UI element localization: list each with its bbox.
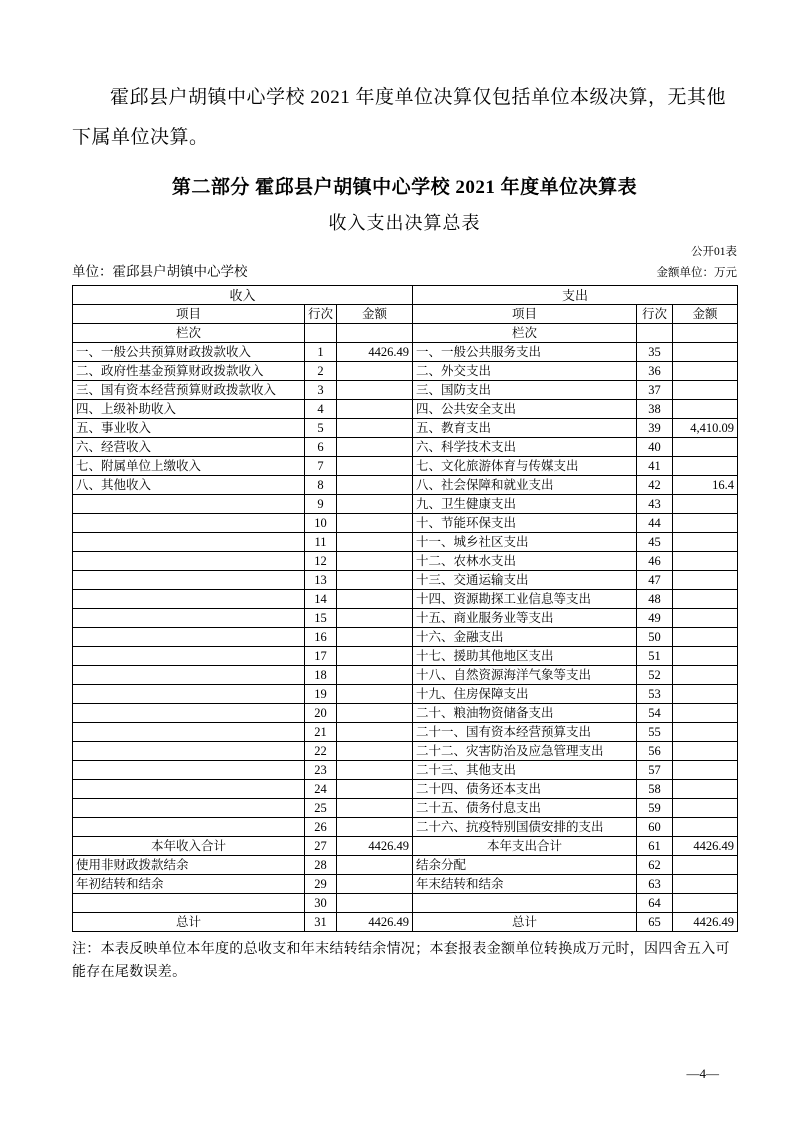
income-item-cell xyxy=(73,495,305,514)
expense-item-cell: 四、公共安全支出 xyxy=(413,400,637,419)
expense-amount-cell xyxy=(673,856,738,875)
income-item-cell xyxy=(73,514,305,533)
table-row xyxy=(73,818,738,837)
expense-line-cell: 64 xyxy=(637,894,673,913)
expense-item-cell: 十五、商业服务业等支出 xyxy=(413,609,637,628)
expense-item-cell: 本年支出合计 xyxy=(413,837,637,856)
expense-line-cell: 57 xyxy=(637,761,673,780)
income-amount-cell xyxy=(337,704,413,723)
income-line-cell: 8 xyxy=(305,476,337,495)
income-line-cell: 27 xyxy=(305,837,337,856)
income-item-cell xyxy=(73,609,305,628)
income-line-cell: 15 xyxy=(305,609,337,628)
expense-item-cell: 七、文化旅游体育与传媒支出 xyxy=(413,457,637,476)
expense-line-cell: 62 xyxy=(637,856,673,875)
intro-paragraph: 霍邱县户胡镇中心学校 2021 年度单位决算仅包括单位本级决算，无其他下属单位决算。 xyxy=(72,87,727,148)
unit-name: 单位：霍邱县户胡镇中心学校 xyxy=(72,264,248,279)
expense-line-cell: 41 xyxy=(637,457,673,476)
income-index-label: 栏次 xyxy=(73,324,305,343)
expense-line-cell: 40 xyxy=(637,438,673,457)
expense-line-cell: 58 xyxy=(637,780,673,799)
expense-line-cell: 45 xyxy=(637,533,673,552)
income-amount-cell xyxy=(337,818,413,837)
expense-item-cell: 十一、城乡社区支出 xyxy=(413,533,637,552)
income-item-cell: 使用非财政拨款结余 xyxy=(73,856,305,875)
income-item-cell xyxy=(73,552,305,571)
income-amount-cell xyxy=(337,742,413,761)
income-item-cell xyxy=(73,723,305,742)
empty-cell xyxy=(637,324,673,343)
income-amount-cell xyxy=(337,381,413,400)
page-content xyxy=(72,0,737,984)
income-amount-cell xyxy=(337,514,413,533)
income-item-cell: 八、其他收入 xyxy=(73,476,305,495)
income-amount-cell: 4426.49 xyxy=(337,837,413,856)
table-row xyxy=(73,571,738,590)
expense-item-cell: 五、教育支出 xyxy=(413,419,637,438)
table-row xyxy=(73,685,738,704)
table-row xyxy=(73,609,738,628)
expense-line-cell: 38 xyxy=(637,400,673,419)
income-item-cell xyxy=(73,761,305,780)
expense-amount-cell xyxy=(673,780,738,799)
income-amount-cell xyxy=(337,419,413,438)
income-line-cell: 3 xyxy=(305,381,337,400)
expense-item-cell: 二十、粮油物资储备支出 xyxy=(413,704,637,723)
expense-amount-col-header: 金额 xyxy=(673,305,738,324)
expense-amount-cell xyxy=(673,666,738,685)
expense-amount-cell: 4426.49 xyxy=(673,913,738,932)
expense-line-cell: 35 xyxy=(637,343,673,362)
income-line-cell: 20 xyxy=(305,704,337,723)
income-item-cell: 本年收入合计 xyxy=(73,837,305,856)
expense-amount-cell xyxy=(673,609,738,628)
expense-line-cell: 49 xyxy=(637,609,673,628)
expense-line-cell: 52 xyxy=(637,666,673,685)
income-amount-cell: 4426.49 xyxy=(337,913,413,932)
income-line-cell: 22 xyxy=(305,742,337,761)
income-line-cell: 21 xyxy=(305,723,337,742)
expense-item-cell: 十六、金融支出 xyxy=(413,628,637,647)
amount-unit: 金额单位：万元 xyxy=(656,267,737,279)
income-item-cell xyxy=(73,780,305,799)
expense-line-cell: 39 xyxy=(637,419,673,438)
income-item-cell xyxy=(73,894,305,913)
table-row xyxy=(73,780,738,799)
expense-item-cell: 十九、住房保障支出 xyxy=(413,685,637,704)
income-amount-cell xyxy=(337,362,413,381)
empty-cell xyxy=(305,324,337,343)
section-title: 第二部分 霍邱县户胡镇中心学校 2021 年度单位决算表 xyxy=(171,177,638,198)
income-item-cell xyxy=(73,533,305,552)
table-row xyxy=(73,628,738,647)
table-row xyxy=(73,913,738,932)
form-code: 公开01表 xyxy=(691,246,737,258)
expense-item-cell: 九、卫生健康支出 xyxy=(413,495,637,514)
expense-amount-cell: 4,410.09 xyxy=(673,419,738,438)
income-amount-cell xyxy=(337,609,413,628)
income-line-cell: 29 xyxy=(305,875,337,894)
income-amount-cell xyxy=(337,495,413,514)
income-item-cell xyxy=(73,647,305,666)
expense-item-cell: 八、社会保障和就业支出 xyxy=(413,476,637,495)
table-row xyxy=(73,799,738,818)
table-row xyxy=(73,381,738,400)
table-row xyxy=(73,343,738,362)
section-header-row xyxy=(73,286,738,305)
expense-amount-cell xyxy=(673,552,738,571)
expense-item-cell: 总计 xyxy=(413,913,637,932)
expense-amount-cell xyxy=(673,495,738,514)
income-line-cell: 24 xyxy=(305,780,337,799)
income-line-cell: 1 xyxy=(305,343,337,362)
expense-amount-cell xyxy=(673,514,738,533)
expense-item-cell: 十七、援助其他地区支出 xyxy=(413,647,637,666)
expense-item-cell xyxy=(413,894,637,913)
table-row xyxy=(73,704,738,723)
income-amount-cell xyxy=(337,723,413,742)
expense-amount-cell xyxy=(673,894,738,913)
expense-line-cell: 48 xyxy=(637,590,673,609)
expense-line-cell: 53 xyxy=(637,685,673,704)
income-amount-cell xyxy=(337,856,413,875)
expense-section-header: 支出 xyxy=(413,286,738,305)
table-row xyxy=(73,552,738,571)
expense-line-cell: 54 xyxy=(637,704,673,723)
expense-item-cell: 十八、自然资源海洋气象等支出 xyxy=(413,666,637,685)
income-line-cell: 13 xyxy=(305,571,337,590)
income-item-cell: 七、附属单位上缴收入 xyxy=(73,457,305,476)
table-row xyxy=(73,742,738,761)
expense-line-cell: 63 xyxy=(637,875,673,894)
income-line-cell: 28 xyxy=(305,856,337,875)
expense-item-cell: 六、科学技术支出 xyxy=(413,438,637,457)
income-section-header: 收入 xyxy=(73,286,413,305)
expense-line-cell: 36 xyxy=(637,362,673,381)
expense-item-cell: 十二、农林水支出 xyxy=(413,552,637,571)
expense-line-cell: 43 xyxy=(637,495,673,514)
income-amount-cell: 4426.49 xyxy=(337,343,413,362)
table-row xyxy=(73,533,738,552)
income-item-cell xyxy=(73,628,305,647)
income-amount-cell xyxy=(337,894,413,913)
expense-item-cell: 二十五、债务付息支出 xyxy=(413,799,637,818)
expense-amount-cell xyxy=(673,799,738,818)
expense-line-col-header: 行次 xyxy=(637,305,673,324)
income-line-cell: 5 xyxy=(305,419,337,438)
income-item-cell: 总计 xyxy=(73,913,305,932)
income-line-cell: 30 xyxy=(305,894,337,913)
income-amount-cell xyxy=(337,780,413,799)
expense-amount-cell xyxy=(673,875,738,894)
page-number: —4— xyxy=(686,1066,719,1081)
income-line-cell: 12 xyxy=(305,552,337,571)
income-line-cell: 31 xyxy=(305,913,337,932)
income-line-cell: 16 xyxy=(305,628,337,647)
income-line-cell: 17 xyxy=(305,647,337,666)
income-amount-cell xyxy=(337,571,413,590)
income-item-cell: 一、一般公共预算财政拨款收入 xyxy=(73,343,305,362)
expense-item-cell: 二十二、灾害防治及应急管理支出 xyxy=(413,742,637,761)
expense-item-cell: 十、节能环保支出 xyxy=(413,514,637,533)
expense-item-cell: 三、国防支出 xyxy=(413,381,637,400)
income-line-cell: 11 xyxy=(305,533,337,552)
expense-amount-cell xyxy=(673,438,738,457)
expense-amount-cell xyxy=(673,723,738,742)
income-item-cell xyxy=(73,818,305,837)
expense-item-cell: 一、一般公共服务支出 xyxy=(413,343,637,362)
table-row xyxy=(73,590,738,609)
table-row xyxy=(73,514,738,533)
expense-amount-cell xyxy=(673,362,738,381)
table-row xyxy=(73,362,738,381)
income-line-cell: 19 xyxy=(305,685,337,704)
income-line-cell: 10 xyxy=(305,514,337,533)
expense-amount-cell: 4426.49 xyxy=(673,837,738,856)
expense-line-cell: 60 xyxy=(637,818,673,837)
expense-item-cell: 十四、资源勘探工业信息等支出 xyxy=(413,590,637,609)
income-item-cell: 三、国有资本经营预算财政拨款收入 xyxy=(73,381,305,400)
income-line-cell: 26 xyxy=(305,818,337,837)
expense-amount-cell: 16.4 xyxy=(673,476,738,495)
table-body xyxy=(73,343,738,932)
expense-item-col-header: 项目 xyxy=(413,305,637,324)
expense-amount-cell xyxy=(673,761,738,780)
table-row xyxy=(73,856,738,875)
expense-amount-cell xyxy=(673,343,738,362)
income-item-cell xyxy=(73,742,305,761)
income-line-cell: 14 xyxy=(305,590,337,609)
income-amount-cell xyxy=(337,476,413,495)
expense-line-cell: 56 xyxy=(637,742,673,761)
income-amount-col-header: 金额 xyxy=(337,305,413,324)
table-row xyxy=(73,419,738,438)
income-amount-cell xyxy=(337,552,413,571)
expense-item-cell: 二、外交支出 xyxy=(413,362,637,381)
unit-row xyxy=(72,260,737,280)
expense-amount-cell xyxy=(673,533,738,552)
expense-amount-cell xyxy=(673,704,738,723)
expense-item-cell: 十三、交通运输支出 xyxy=(413,571,637,590)
expense-item-cell: 二十四、债务还本支出 xyxy=(413,780,637,799)
income-amount-cell xyxy=(337,438,413,457)
expense-line-cell: 59 xyxy=(637,799,673,818)
table-head xyxy=(73,286,738,343)
expense-line-cell: 47 xyxy=(637,571,673,590)
income-amount-cell xyxy=(337,590,413,609)
table-row xyxy=(73,837,738,856)
income-item-cell: 二、政府性基金预算财政拨款收入 xyxy=(73,362,305,381)
income-item-cell xyxy=(73,666,305,685)
index-row xyxy=(73,324,738,343)
expense-line-cell: 37 xyxy=(637,381,673,400)
expense-amount-cell xyxy=(673,381,738,400)
expense-item-cell: 结余分配 xyxy=(413,856,637,875)
income-item-cell: 五、事业收入 xyxy=(73,419,305,438)
table-row xyxy=(73,457,738,476)
column-header-row xyxy=(73,305,738,324)
income-item-cell: 四、上级补助收入 xyxy=(73,400,305,419)
table-title: 收入支出决算总表 xyxy=(328,213,481,233)
expense-amount-cell xyxy=(673,628,738,647)
summary-table xyxy=(72,285,738,932)
table-row xyxy=(73,723,738,742)
income-item-cell xyxy=(73,685,305,704)
expense-amount-cell xyxy=(673,647,738,666)
table-row xyxy=(73,875,738,894)
income-amount-cell xyxy=(337,400,413,419)
income-line-cell: 2 xyxy=(305,362,337,381)
income-item-cell xyxy=(73,704,305,723)
income-line-cell: 4 xyxy=(305,400,337,419)
note-text: 注：本表反映单位本年度的总收支和年末结转结余情况；本套报表金额单位转换成万元时，因四舍五入可能存在尾数误差。 xyxy=(72,942,730,980)
expense-amount-cell xyxy=(673,590,738,609)
expense-line-cell: 61 xyxy=(637,837,673,856)
table-row xyxy=(73,495,738,514)
income-line-cell: 18 xyxy=(305,666,337,685)
expense-amount-cell xyxy=(673,685,738,704)
expense-amount-cell xyxy=(673,457,738,476)
income-line-col-header: 行次 xyxy=(305,305,337,324)
table-row xyxy=(73,894,738,913)
expense-item-cell: 年末结转和结余 xyxy=(413,875,637,894)
table-row xyxy=(73,761,738,780)
expense-item-cell: 二十一、国有资本经营预算支出 xyxy=(413,723,637,742)
expense-line-cell: 65 xyxy=(637,913,673,932)
income-item-cell xyxy=(73,799,305,818)
income-item-col-header: 项目 xyxy=(73,305,305,324)
expense-amount-cell xyxy=(673,571,738,590)
income-amount-cell xyxy=(337,457,413,476)
income-amount-cell xyxy=(337,533,413,552)
table-row xyxy=(73,647,738,666)
table-row xyxy=(73,666,738,685)
table-row xyxy=(73,476,738,495)
income-line-cell: 23 xyxy=(305,761,337,780)
income-amount-cell xyxy=(337,647,413,666)
expense-item-cell: 二十六、抗疫特别国债安排的支出 xyxy=(413,818,637,837)
expense-line-cell: 46 xyxy=(637,552,673,571)
income-item-cell: 六、经营收入 xyxy=(73,438,305,457)
income-amount-cell xyxy=(337,799,413,818)
income-line-cell: 9 xyxy=(305,495,337,514)
expense-amount-cell xyxy=(673,818,738,837)
income-amount-cell xyxy=(337,875,413,894)
income-amount-cell xyxy=(337,685,413,704)
income-item-cell xyxy=(73,590,305,609)
expense-line-cell: 50 xyxy=(637,628,673,647)
income-item-cell xyxy=(73,571,305,590)
income-line-cell: 25 xyxy=(305,799,337,818)
income-amount-cell xyxy=(337,628,413,647)
income-line-cell: 6 xyxy=(305,438,337,457)
expense-amount-cell xyxy=(673,400,738,419)
expense-line-cell: 51 xyxy=(637,647,673,666)
expense-item-cell: 二十三、其他支出 xyxy=(413,761,637,780)
expense-line-cell: 55 xyxy=(637,723,673,742)
table-row xyxy=(73,400,738,419)
income-line-cell: 7 xyxy=(305,457,337,476)
income-amount-cell xyxy=(337,761,413,780)
expense-line-cell: 44 xyxy=(637,514,673,533)
expense-amount-cell xyxy=(673,742,738,761)
table-row xyxy=(73,438,738,457)
expense-index-label: 栏次 xyxy=(413,324,637,343)
expense-line-cell: 42 xyxy=(637,476,673,495)
income-item-cell: 年初结转和结余 xyxy=(73,875,305,894)
income-amount-cell xyxy=(337,666,413,685)
empty-cell xyxy=(337,324,413,343)
empty-cell xyxy=(673,324,738,343)
